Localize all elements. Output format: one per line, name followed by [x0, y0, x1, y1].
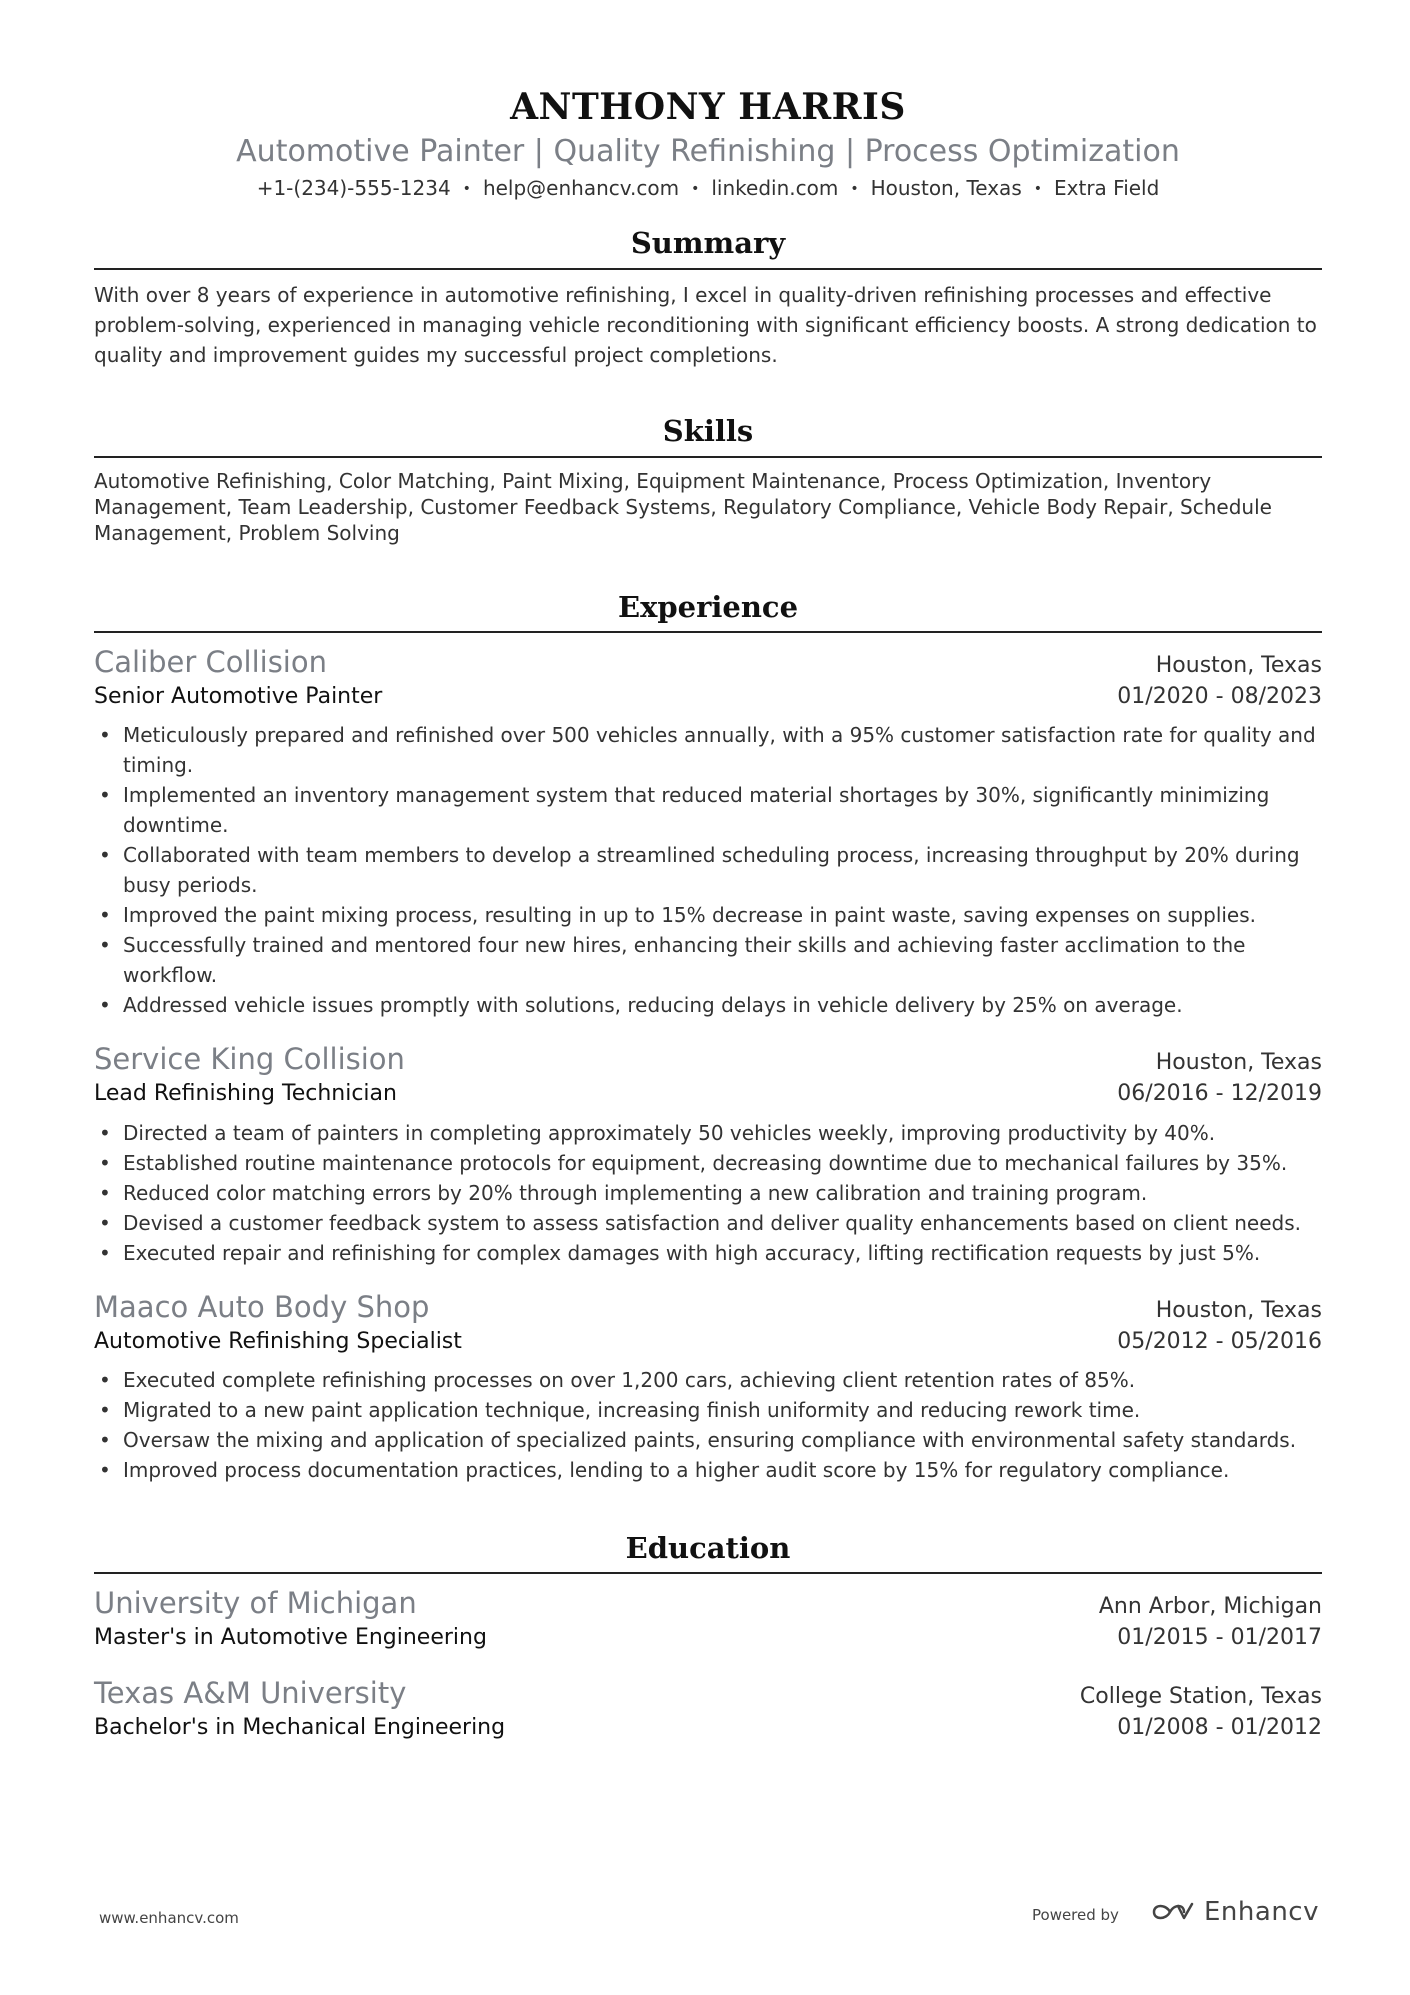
list-item: • Successfully trained and mentored four new hires, enhancing their skills and achieving faster acclimation to the workflow. — [94, 930, 1322, 990]
job-title: Lead Refinishing Technician — [94, 1081, 397, 1106]
list-item: • Meticulously prepared and refinished over 500 vehicles annually, with a 95% customer satisfaction rate for quality and timing. — [94, 720, 1322, 780]
candidate-tagline: Automotive Painter | Quality Refinishing | Process Optimization — [236, 134, 1180, 169]
experience-heading: Experience — [617, 590, 799, 624]
company-name: Maaco Auto Body Shop — [94, 1290, 430, 1324]
school-location: College Station, Texas — [1079, 1684, 1322, 1709]
section-divider — [94, 631, 1322, 633]
contact-phone[interactable]: +1-(234)-555-1234 — [256, 176, 451, 200]
job-title: Senior Automotive Painter — [94, 684, 383, 709]
job-header — [94, 1289, 1322, 1326]
company-name: Service King Collision — [94, 1042, 405, 1076]
job-dates: 05/2012 - 05/2016 — [1117, 1329, 1322, 1354]
education-subheader — [94, 1623, 1322, 1653]
footer-powered-by: Powered by — [1032, 1906, 1119, 1924]
contact-linkedin[interactable]: linkedin.com — [711, 176, 839, 200]
job-dates: 01/2020 - 08/2023 — [1117, 684, 1322, 709]
list-item: • Oversaw the mixing and application of specialized paints, ensuring compliance with environmental safety standards. — [94, 1425, 1322, 1455]
education-heading: Education — [625, 1531, 791, 1565]
job-subheader — [94, 1079, 1322, 1109]
list-item: • Migrated to a new paint application technique, increasing finish uniformity and reducing rework time. — [94, 1395, 1322, 1425]
education-header — [94, 1675, 1322, 1712]
job-subheader — [94, 1327, 1322, 1357]
list-item: • Improved the paint mixing process, resulting in up to 15% decrease in paint waste, saving expenses on supplies. — [94, 900, 1322, 930]
skills-text: Automotive Refinishing, Color Matching, Paint Mixing, Equipment Maintenance, Process Optimization, Inventory Management, Team Leadership, Customer Feedback Systems, Regulatory Compliance, Vehicle Body Repair, Schedule Management, Problem Solving — [94, 469, 1272, 545]
list-item: • Implemented an inventory management system that reduced material shortages by 30%, significantly minimizing downtime. — [94, 780, 1322, 840]
enhancv-logo-icon — [1150, 1900, 1196, 1924]
resume-header — [94, 84, 1322, 203]
degree-name: Master's in Automotive Engineering — [94, 1625, 487, 1650]
candidate-name: ANTHONY HARRIS — [510, 86, 906, 128]
job-bullets — [94, 1118, 1322, 1268]
summary-text: With over 8 years of experience in automotive refinishing, I excel in quality-driven refinishing processes and effective problem-solving, experienced in managing vehicle reconditioning with significant efficiency boosts. A strong dedication to quality and improvement guides my successful project completions. — [94, 283, 1317, 367]
degree-name: Bachelor's in Mechanical Engineering — [94, 1715, 506, 1740]
job-dates: 06/2016 - 12/2019 — [1117, 1081, 1322, 1106]
contact-email[interactable]: help@enhancv.com — [482, 176, 680, 200]
bullet-separator: • — [462, 181, 471, 197]
education-dates: 01/2015 - 01/2017 — [1117, 1625, 1322, 1650]
school-name: Texas A&M University — [94, 1676, 407, 1710]
section-divider — [94, 456, 1322, 458]
job-location: Houston, Texas — [1155, 1298, 1322, 1323]
footer-brand[interactable] — [1150, 1897, 1319, 1927]
job-title: Automotive Refinishing Specialist — [94, 1329, 462, 1354]
education-subheader — [94, 1713, 1322, 1743]
school-location: Ann Arbor, Michigan — [1098, 1594, 1322, 1619]
education-header — [94, 1585, 1322, 1622]
job-subheader — [94, 682, 1322, 712]
school-name: University of Michigan — [94, 1586, 417, 1620]
list-item: • Established routine maintenance protocols for equipment, decreasing downtime due to mechanical failures by 35%. — [94, 1148, 1322, 1178]
job-location: Houston, Texas — [1155, 653, 1322, 678]
education-dates: 01/2008 - 01/2012 — [1117, 1715, 1322, 1740]
job-header — [94, 1041, 1322, 1078]
job-header — [94, 644, 1322, 681]
contact-location: Houston, Texas — [870, 176, 1022, 200]
summary-heading: Summary — [630, 226, 786, 260]
bullet-separator: • — [850, 181, 859, 197]
list-item: • Executed complete refinishing processes on over 1,200 cars, achieving client retention rates of 85%. — [94, 1365, 1322, 1395]
list-item: • Addressed vehicle issues promptly with solutions, reducing delays in vehicle delivery by 25% on average. — [94, 990, 1322, 1020]
bullet-separator: • — [1033, 181, 1042, 197]
contact-extra: Extra Field — [1054, 176, 1160, 200]
footer-website-link[interactable]: www.enhancv.com — [99, 1909, 239, 1927]
list-item: • Collaborated with team members to develop a streamlined scheduling process, increasing throughput by 20% during busy periods. — [94, 840, 1322, 900]
section-divider — [94, 268, 1322, 270]
section-divider — [94, 1572, 1322, 1574]
job-bullets — [94, 1365, 1322, 1485]
list-item: • Directed a team of painters in completing approximately 50 vehicles weekly, improving productivity by 40%. — [94, 1118, 1322, 1148]
list-item: • Reduced color matching errors by 20% through implementing a new calibration and training program. — [94, 1178, 1322, 1208]
job-location: Houston, Texas — [1155, 1050, 1322, 1075]
list-item: • Executed repair and refinishing for complex damages with high accuracy, lifting rectification requests by just 5%. — [94, 1238, 1322, 1268]
job-bullets — [94, 720, 1322, 1020]
footer-brand-name: Enhancv — [1204, 1897, 1319, 1927]
company-name: Caliber Collision — [94, 645, 327, 679]
bullet-separator: • — [691, 181, 700, 197]
contact-line — [94, 174, 1322, 203]
skills-heading: Skills — [662, 414, 754, 448]
list-item: • Devised a customer feedback system to assess satisfaction and deliver quality enhancements based on client needs. — [94, 1208, 1322, 1238]
list-item: • Improved process documentation practices, lending to a higher audit score by 15% for regulatory compliance. — [94, 1455, 1322, 1485]
